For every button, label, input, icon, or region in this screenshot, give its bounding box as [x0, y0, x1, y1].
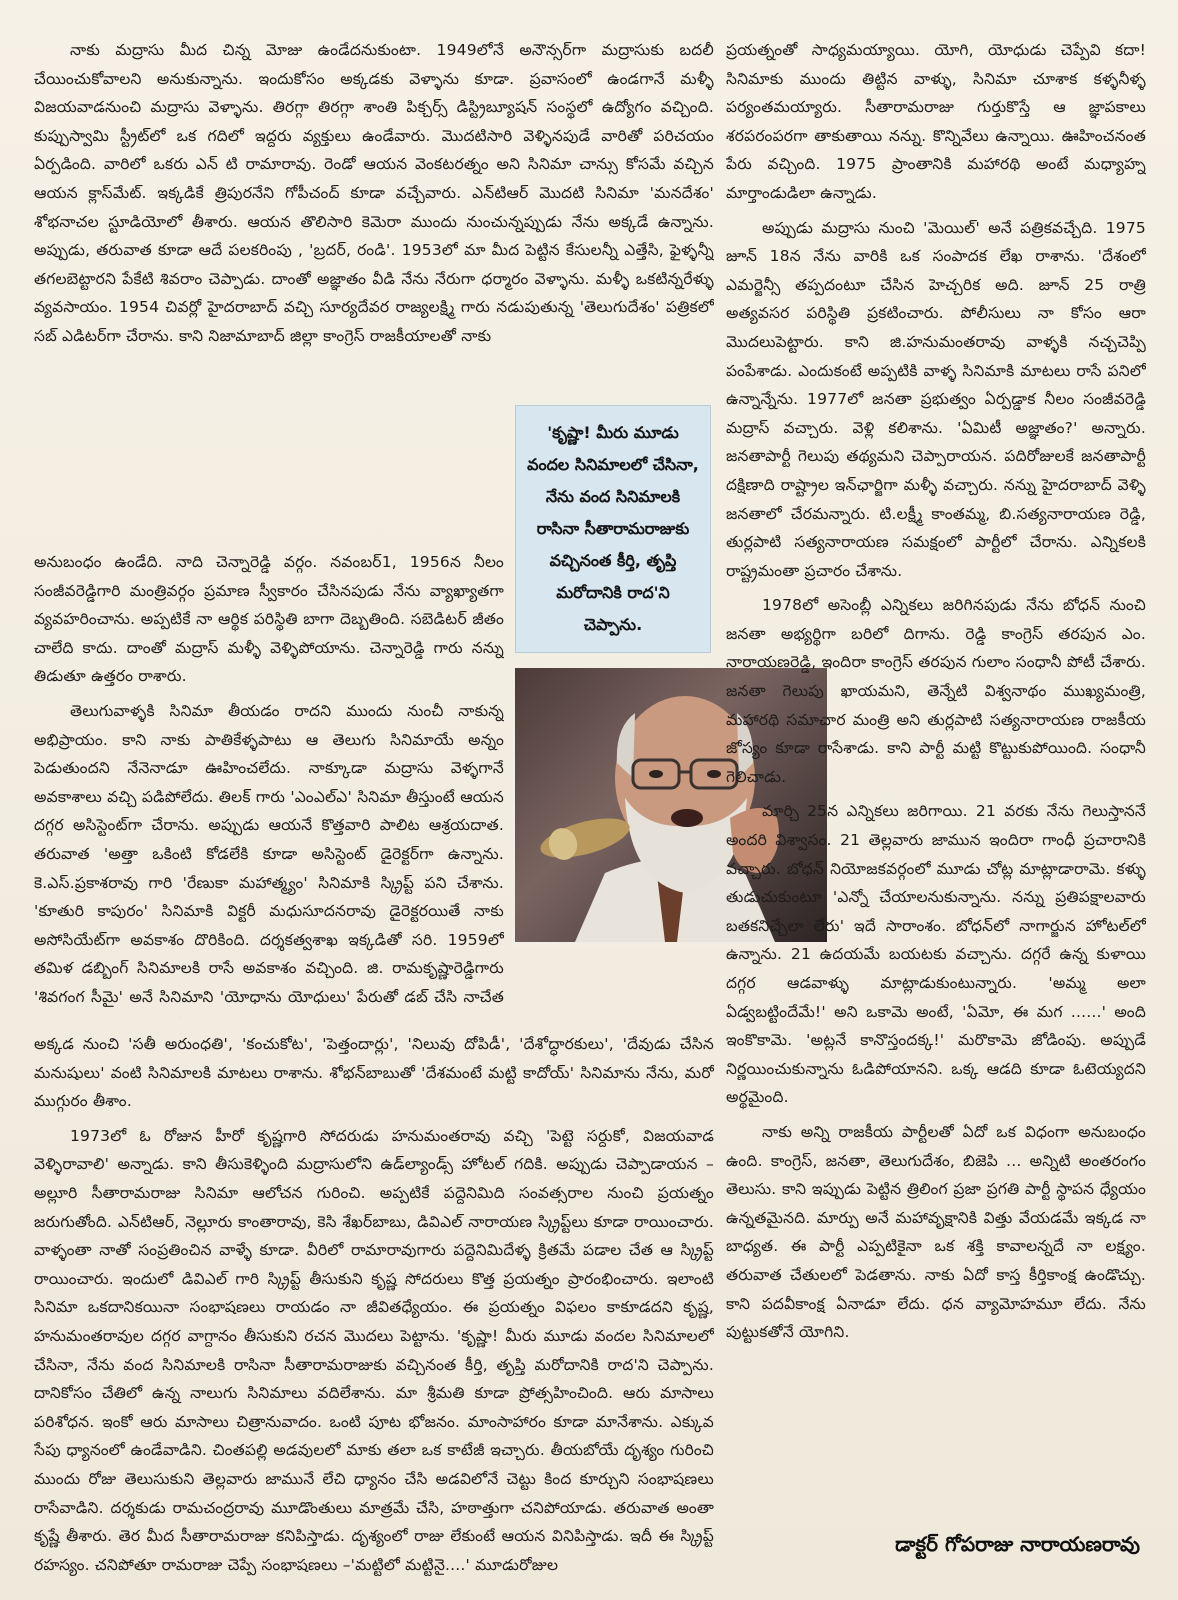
left-column-middle: [34, 548, 504, 1018]
paragraph: 1973లో ఓ రోజున హీరో కృష్ణగారి సోదరుడు హనుమంతరావు వచ్చి 'పెట్టె సర్దుకో, విజయవాడ వెళ్ళిరావాలి' అన్నాడు. కాని తీసుకెళ్ళింది మద్రాసులోని ఉడ్‌ల్యాండ్స్ హోటల్ గదికి. అప్పుడు చెప్పాడాయన – అల్లూరి సీతారామరాజు సినిమా ఆలోచన గురించి. అప్పటికే పద్దెనిమిది సంవత్సరాల నుంచి ప్రయత్నం జరుగుతోంది. ఎన్‌టిఆర్, నెల్లూరు కాంతారావు, కెసి శేఖర్‌బాబు, డివిఎల్ నారాయణ స్క్రిప్ట్‌లు కూడా రాయించారు. వాళ్ళంతా నాతో సంప్రతించిన వాళ్ళే కూడా. వీరిలో రామారావుగారు పద్దెనిమిదేళ్ళ క్రితమే పడాల చేత ఆ స్క్రిప్ట్ రాయించారు. ఇందులో డివిఎల్ గారి స్క్రిప్ట్ తీసుకుని కృష్ణ సోదరులు కొత్త ప్రయత్నం ప్రారంభించారు. ఇలాంటి సినిమా ఒకదానికయినా సంభాషణలు రాయడం నా జీవితధ్యేయం. ఈ ప్రయత్నం విఫలం కాకూడదని కృష్ణ, హనుమంతరావుల దగ్గర వాగ్దానం తీసుకుని రచన మొదలు పెట్టాను. 'కృష్ణా! మీరు మూడు వందల సినిమాలలో చేసినా, నేను వంద సినిమాలకి రాసినా సీతారామరాజుకు వచ్చినంత కీర్తి, తృప్తి మరోదానికి రాద'ని చెప్పాను. దానికోసం చేతిలో ఉన్న నాలుగు సినిమాలు వదిలేశాను. మా శ్రీమతి కూడా ప్రోత్సహించింది. ఆరు మాసాలు పరిశోధన. ఇంకో ఆరు మాసాలు చిత్రానువాదం. ఒంటి పూట భోజనం. మాంసాహారం కూడా మానేశాను. ఎక్కువ సేపు ధ్యానంలో ఉండేవాడిని. చింతపల్లి అడవులలో మాకు తలా ఒక కాటేజీ ఇచ్చారు. తీయబోయే దృశ్యం గురించి ముందు రోజు తెలుసుకుని తెల్లవారు జామునే లేచి ధ్యానం చేసి అడవిలోనే చెట్టు కింద కూర్చుని సంభాషణలు రాసేవాడిని. దర్శకుడు రామచంద్రరావు మూడొంతులు మాత్రమే చేసి, హఠాత్తుగా చనిపోయాడు. తరువాత అంతా కృష్ణే తీశారు. తెర మీద సీతారామరాజు కనిపిస్తాడు. దృశ్యంలో రాజు లేకుంటే ఆయన వినిపిస్తాడు. ఇదీ ఈ స్క్రిప్ట్ రహస్యం. చనిపోతూ రామరాజు చెప్పే సంభాషణలు –'మట్టిలో మట్టినై....' మూడురోజుల: [34, 1126, 714, 1574]
paragraph: అప్పుడు మద్రాసు నుంచి 'మెయిల్' అనే పత్రికవచ్చేది. 1975 జూన్ 18న నేను వారికి ఒక సంపాదక లేఖ రాశాను. 'దేశంలో ఎమర్జెన్సీ తప్పదంటూ చేసిన హెచ్చరిక అది. జూన్ 25 రాత్రి అత్యవసర పరిస్థితి ప్రకటించారు. పోలీసులు నా కోసం ఆరా మొదలుపెట్టారు. కాని జి.హనుమంతరావు వాళ్ళకి నచ్చచెప్పి పంపేశాడు. ఎందుకంటే అప్పటికి వాళ్ళ సినిమాకి మాటలు రాసే పనిలో ఉన్నాన్నేను. 1977లో జనతా ప్రభుత్వం ఏర్పడ్డాక నీలం సంజీవరెడ్డి మద్రాస్ వచ్చారు. వెళ్లి కలిశాను. 'ఏమిటీ అజ్ఞాతం?' అన్నారు. జనతాపార్టీ గెలుపు తథ్యమని చెప్పారాయన. పదిరోజులకే జనతాపార్టీ దక్షిణాది రాష్ట్రాల ఇన్‌ఛార్జిగా మళ్ళీ వచ్చారు. నన్ను హైదరాబాద్ వెళ్ళి జనతాలో చేరమన్నారు. టి.లక్ష్మీ కాంతమ్మ, బి.సత్యనారాయణ రెడ్డి, తుర్లపాటి సత్యనారాయణ సమక్షంలో పార్టీలో చేరాను. ఎన్నికలకి రాష్ట్రమంతా ప్రచారం చేశాను.: [726, 218, 1146, 580]
right-column: [726, 36, 1146, 1536]
paragraph: అనుబంధం ఉండేది. నాది చెన్నారెడ్డి వర్గం. నవంబర్1, 1956న నీలం సంజీవరెడ్డిగారి మంత్రివర్గం ప్రమాణ స్వీకారం చేసినపుడు నేను వ్యాఖ్యాతగా వ్యవహరించాను. అప్పటికే నా ఆర్థిక పరిస్థితి బాగా దెబ్బతింది. సబెడిటర్ జీతం చాలేది కాదు. దాంతో మద్రాస్ మళ్ళీ వెళ్ళిపోయాను. చెన్నారెడ్డి గారు నన్ను తిడుతూ ఉత్తరం రాశారు.: [34, 553, 504, 686]
pull-quote-box: [515, 405, 711, 653]
paragraph: నాకు మద్రాసు మీద చిన్న మోజు ఉండేదనుకుంటా. 1949లోనే అనౌన్సర్‌గా మద్రాసుకు బదలీ చేయించుకోవాలని అనుకున్నాను. ఇందుకోసం అక్కడకు వెళ్ళాను కూడా. ప్రవాసంలో ఉండగానే మళ్ళీ విజయవాడనుంచి మద్రాసు వెళ్ళాను. తిరగ్గా తిరగ్గా శాంతి పిక్చర్స్ డిస్ట్రిబ్యూషన్ సంస్థలో ఉద్యోగం వచ్చింది. కుప్పుస్వామి స్ట్రీట్‌లో ఒక గదిలో ఇద్దరు వ్యక్తులు ఉండేవారు. మొదటిసారి వెళ్ళినపుడే వారితో పరిచయం ఏర్పడింది. వారిలో ఒకరు ఎన్ టి రామారావు. రెండో ఆయన వెంకటరత్నం అని సినిమా చాన్సు కోసమే వచ్చిన ఆయన క్లాస్‌మేట్. ఇక్కడికే త్రిపురనేని గోపీచంద్ కూడా వచ్చేవారు. ఎన్‌టిఆర్ మొదటి సినిమా 'మనదేశం' శోభనాచల స్టూడియోలో తీశారు. ఆయన తొలిసారి కెమెరా ముందు నుంచున్నప్పుడు నేను అక్కడే ఉన్నాను. అప్పుడు, తరువాత కూడా ఆదే పలకరింపు , 'బ్రదర్, రండి'. 1953లో మా మీద పెట్టిన కేసులన్నీ ఎత్తేసి, ఫైళ్ళన్నీ తగలబెట్టారని పేకేటి శివరాం చెప్పాడు. దాంతో అజ్ఞాతం వీడి నేను నేరుగా ధర్మారం వెళ్ళాను. మళ్ళీ ఒకటిన్నరేళ్ళు వ్యవసాయం. 1954 చివర్లో హైదరాబాద్ వచ్చి సూర్యదేవర రాజ్యలక్ష్మి గారు నడుపుతున్న 'తెలుగుదేశం' పత్రికలో సబ్ ఎడిటర్‌గా చేరాను. కాని నిజామాబాద్ జిల్లా కాంగ్రెస్ రాజకీయాలతో నాకు: [34, 41, 714, 345]
paragraph: నాకు అన్ని రాజకీయ పార్టీలతో ఏదో ఒక విధంగా అనుబంధం ఉంది. కాంగ్రెస్, జనతా, తెలుగుదేశం, బిజెపి ... అన్నిటి అంతరంగం తెలుసు. కాని ఇప్పుడు పెట్టిన త్రిలింగ ప్రజా ప్రగతి పార్టీ స్థాపన ధ్యేయం ఉన్నతమైనది. మార్పు అనే మహావృక్షానికి విత్తు వేయడమే ఇక్కడ నా బాధ్యత. ఈ పార్టీ ఎప్పటికైనా ఒక శక్తి కావాలన్నదే నా లక్ష్యం. తరువాత చేతులలో పెడతాను. నాకు ఏదో కాస్త కీర్తికాంక్ష ఉండొచ్చు. కాని పదవీకాంక్ష ఏనాడూ లేదు. ధన వ్యామోహమూ లేదు. నేను పుట్టుకతోనే యోగిని.: [726, 1122, 1146, 1342]
paragraph: 1978లో అసెంబ్లీ ఎన్నికలు జరిగినపుడు నేను బోధన్ నుంచి జనతా అభ్యర్థిగా బరిలో దిగాను. రెడ్డి కాంగ్రెస్ తరపున ఎం. నారాయణరెడ్డి, ఇందిరా కాంగ్రెస్ తరపున గులాం సంధానీ పోటీ చేశారు. జనతా గెలుపు ఖాయమని, తెన్నేటి విశ్వనాథం ముఖ్యమంత్రి, మహారథి సమాచార మంత్రి అని తుర్లపాటి సత్యనారాయణ రాజకీయ జోస్యం కూడా రాసేశాడు. కాని పార్టీ మట్టి కొట్టుకుపోయింది. సంధానీ గెలిచాడు.: [726, 596, 1146, 786]
left-column-bottom: [34, 1030, 714, 1576]
paragraph: అక్కడ నుంచి 'సతీ అరుంధతి', 'కంచుకోట', 'పెత్తందార్లు', 'నిలువు దోపిడీ', 'దేశోద్ధారకులు', 'దేవుడు చేసిన మనుషులు' వంటి సినిమాలకి మాటలు రాశాను. శోభన్‌బాబుతో 'దేశమంటే మట్టి కాదోయ్' సినిమాను నేను, మరో ముగ్గురం తీశాం.: [34, 1035, 714, 1111]
paragraph: మార్చి 25న ఎన్నికలు జరిగాయి. 21 వరకు నేను గెలుస్తాననే అందరి విశ్వాసం. 21 తెల్లవారు జామున ఇందిరా గాంధీ ప్రచారానికి వచ్చారు. బోధన్ నియోజకవర్గంలో మూడు చోట్ల మాట్లాడారామె. కళ్ళు తుడుచుకుంటూ 'ఎన్నో చేయాలనుకున్నాను. నన్ను ప్రతిపక్షాలవారు బతకనిచ్చేలా లేరు' ఇదే సారాంశం. బోధన్‌లో నాగార్జున హోటల్‌లో ఉన్నాను. 21 ఉదయమే బయటకు వచ్చాను. దగ్గరే ఉన్న కుళాయి దగ్గర ఆడవాళ్ళు మాట్లాడుకుంటున్నారు. 'అమ్మ అలా ఏడ్వబట్టిందేమే!' అని ఒకామె అంటే, 'ఏమో, ఈ మగ ......' అంది ఇంకొకామె. 'అట్లనే కానొస్తందక్క!' మరొకామె జోడింపు. అప్పుడే నిర్ణయించుకున్నాను ఓడిపోయానని. ఒక్క ఆడది కూడా ఓటెయ్యదని అర్థమైంది.: [726, 802, 1146, 1107]
pull-quote: 'కృష్ణా! మీరు మూడు వందల సినిమాలలో చేసినా, నేను వంద సినిమాలకి రాసినా సీతారామరాజుకు వచ్చినంత కీర్తి, తృప్తి మరోదానికి రాద'ని చెప్పాను.: [527, 423, 699, 634]
paragraph: తెలుగువాళ్ళకి సినిమా తీయడం రాదని ముందు నుంచీ నాకున్న అభిప్రాయం. కాని నాకు పాతికేళ్ళపాటు ఆ తెలుగు సినిమాయే అన్నం పెడుతుందని నేనెనాడూ ఊహించలేదు. నాక్కూడా మద్రాసు వెళ్ళగానే అవకాశాలు వచ్చి పడిపోలేదు. తిలక్ గారు 'ఎంఎల్ఎ' సినిమా తీస్తుంటే ఆయన దగ్గర అసిస్టెంట్‌గా చేరాను. అప్పుడు ఆయనే కొత్తవారి పాలిట ఆశ్రయదాత. తరువాత 'అత్తా ఒకింటి కోడలేకి కూడా అసిస్టెంట్ డైరెక్టర్‌గా ఉన్నాను. కె.ఎస్.ప్రకాశరావు గారి 'రేణుకా మహాత్మ్యం' సినిమాకి స్క్రిప్ట్ పని చేశాను. 'కూతురి కాపురం' సినిమాకి విక్టరీ మధుసూదనరావు డైరెక్టరయితే నాకు అసోసియేట్‌గా అవకాశం దొరికింది. దర్శకత్వశాఖ ఇక్కడితో సరి. 1959లో తమిళ డబ్బింగ్ సినిమాలకి రాసే అవకాశం వచ్చింది. జి. రామకృష్ణారెడ్డిగారు 'శివగంగ సీమై' అనే సినిమాని 'యోధాను యోధులు' పేరుతో డబ్ చేసి నాచేత: [34, 701, 504, 1006]
author-signature: డాక్టర్ గోపరాజు నారాయణరావు: [895, 1532, 1140, 1556]
paragraph: ప్రయత్నంతో సాధ్యమయ్యాయి. యోగి, యోధుడు చెప్పేవి కదా! సినిమాకు ముందు తిట్టిన వాళ్ళు, సినిమా చూశాక కళ్ళనీళ్ళ పర్యంతమయ్యారు. సీతారామరాజు గుర్తుకొస్తే ఆ జ్ఞాపకాలు శరపరంపరగా తాకుతాయి నన్ను. కొన్నివేలు ఉన్నాయి. ఊహించనంత పేరు వచ్చింది. 1975 ప్రాంతానికి మహారథి అంటే మధ్యాహ్న మార్తాండుడిలా ఉన్నాడు.: [726, 41, 1146, 202]
